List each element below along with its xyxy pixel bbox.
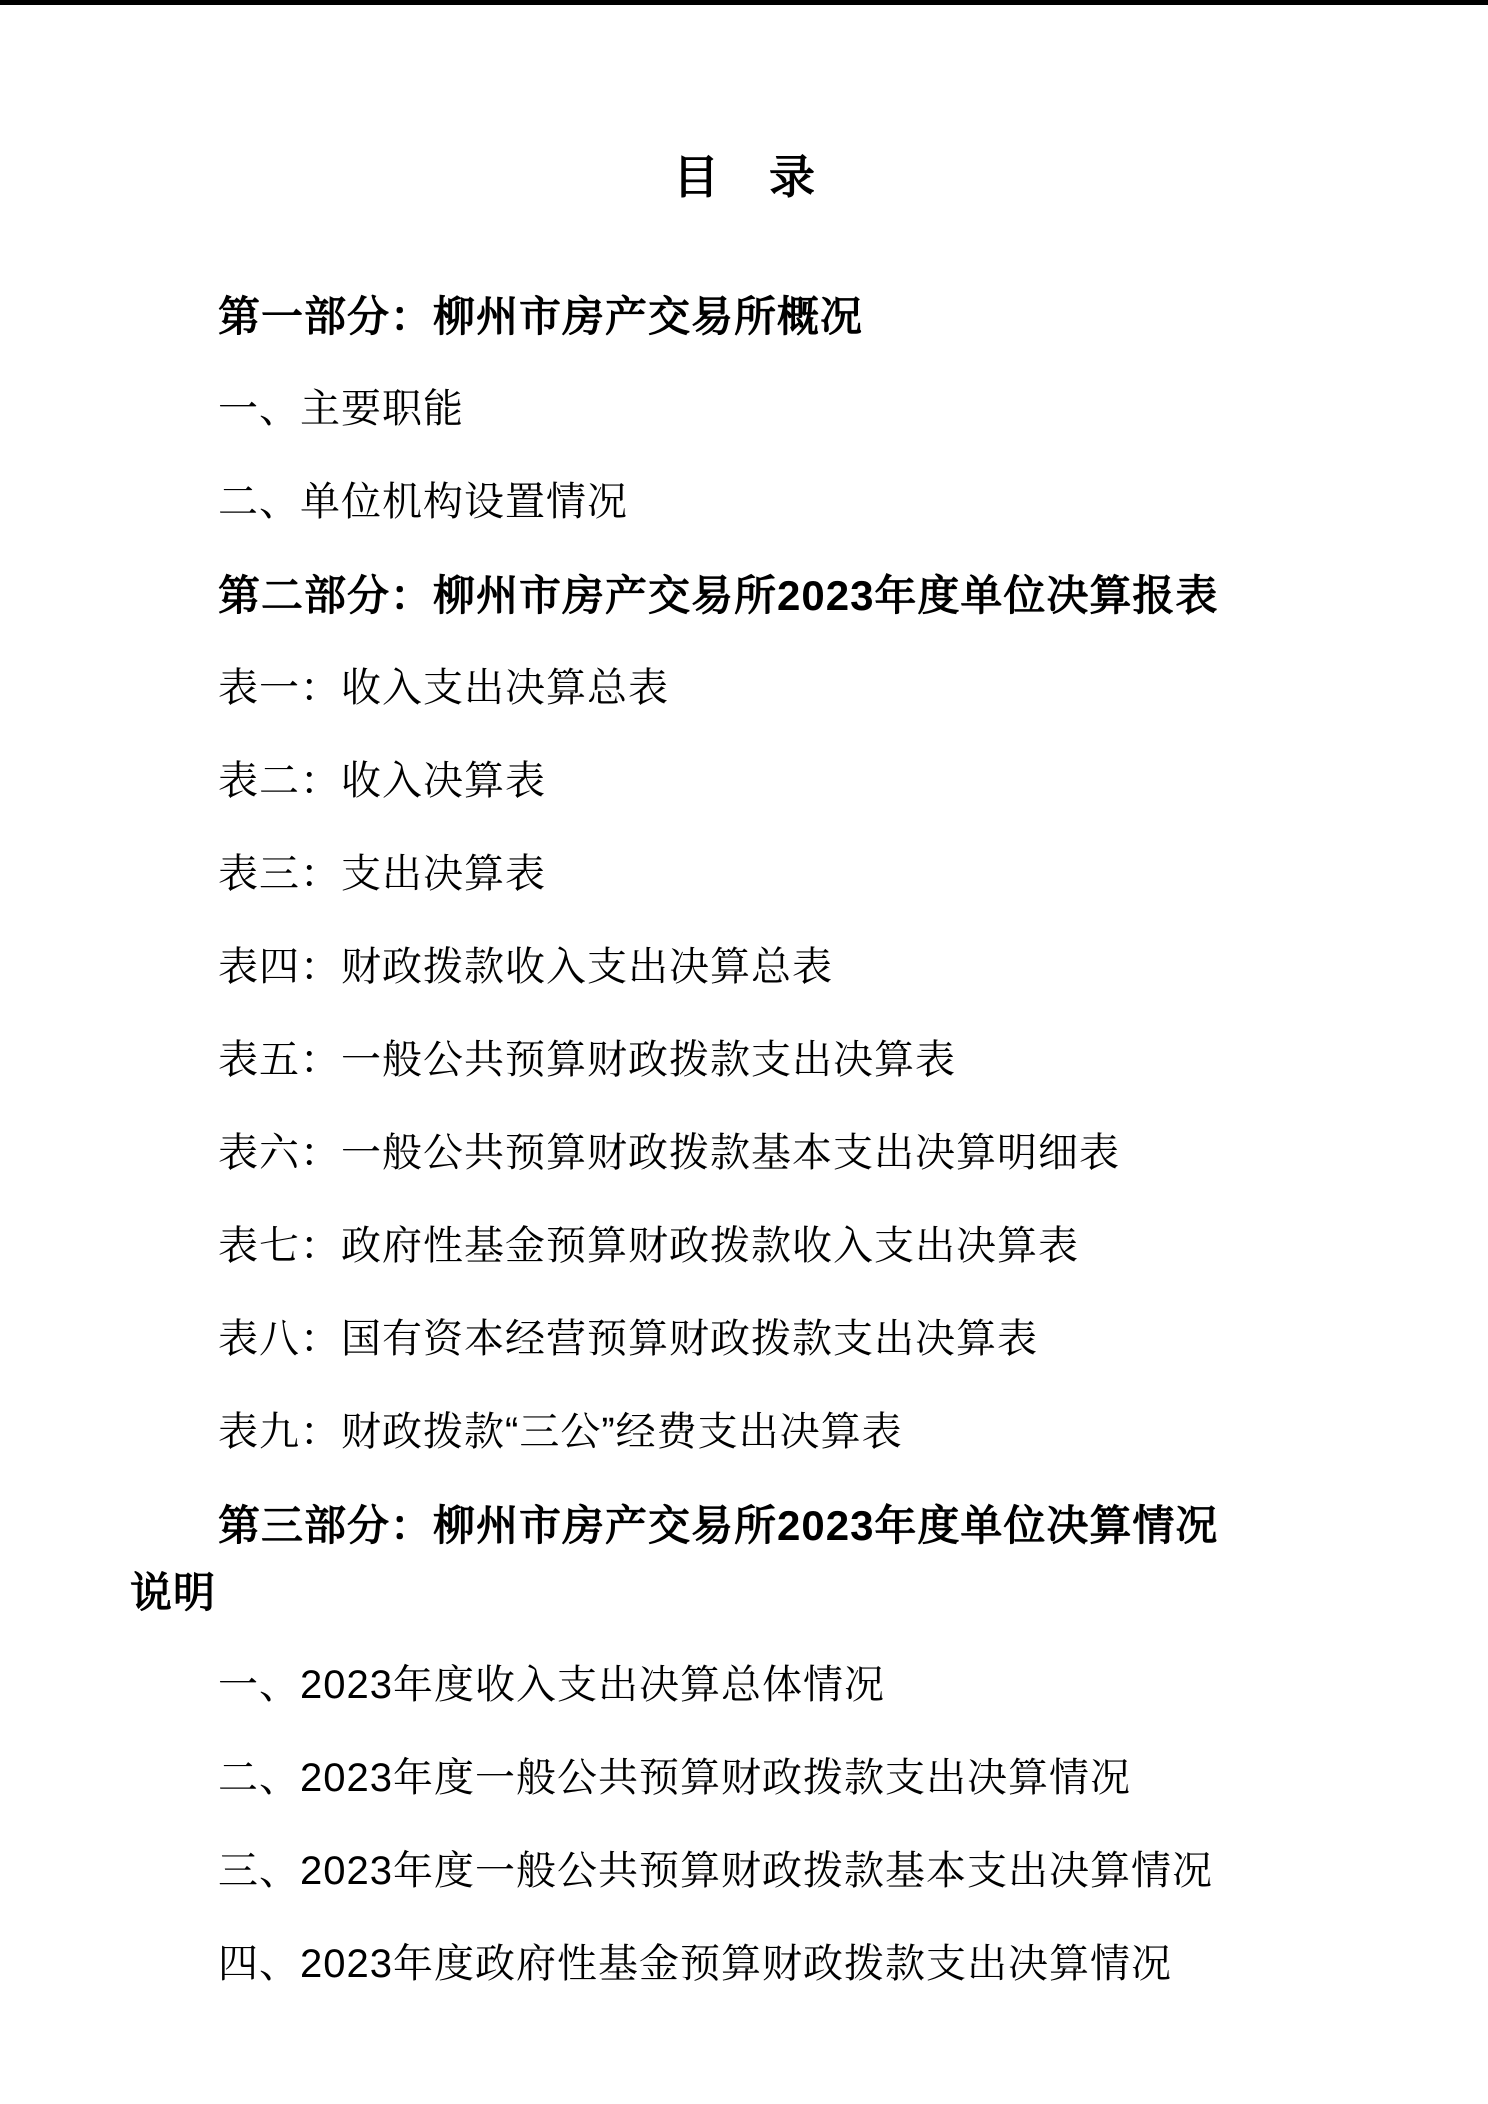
toc-part1-item-1: 一、主要职能 — [218, 387, 464, 432]
toc-part1-heading: 第一部分：柳州市房产交易所概况 — [218, 293, 864, 341]
toc-part2-table-1: 表一：收入支出决算总表 — [218, 666, 669, 711]
toc-part2-table-8: 表八：国有资本经营预算财政拨款支出决算表 — [218, 1317, 1038, 1362]
page-title: 目 录 — [673, 152, 817, 203]
toc-part3-item-2: 二、2023年度一般公共预算财政拨款支出决算情况 — [218, 1756, 1131, 1801]
toc-part2-heading: 第二部分：柳州市房产交易所2023年度单位决算报表 — [218, 572, 1219, 620]
toc-part2-table-7: 表七：政府性基金预算财政拨款收入支出决算表 — [218, 1224, 1079, 1269]
toc-part1-item-2: 二、单位机构设置情况 — [218, 480, 628, 525]
toc-part3-item-1: 一、2023年度收入支出决算总体情况 — [218, 1663, 885, 1708]
toc-part2-table-9: 表九：财政拨款“三公”经费支出决算表 — [218, 1410, 903, 1455]
toc-part2-table-6: 表六：一般公共预算财政拨款基本支出决算明细表 — [218, 1131, 1120, 1176]
toc-part2-table-5: 表五：一般公共预算财政拨款支出决算表 — [218, 1038, 956, 1083]
toc-part2-table-3: 表三：支出决算表 — [218, 852, 546, 897]
toc-part3-item-3: 三、2023年度一般公共预算财政拨款基本支出决算情况 — [218, 1849, 1213, 1894]
table-of-contents — [130, 283, 1360, 1998]
toc-part3-item-4: 四、2023年度政府性基金预算财政拨款支出决算情况 — [218, 1942, 1172, 1987]
toc-part3-heading: 第三部分：柳州市房产交易所2023年度单位决算情况说明 — [130, 1502, 1219, 1617]
toc-part2-table-4: 表四：财政拨款收入支出决算总表 — [218, 945, 833, 990]
toc-part2-table-2: 表二：收入决算表 — [218, 759, 546, 804]
